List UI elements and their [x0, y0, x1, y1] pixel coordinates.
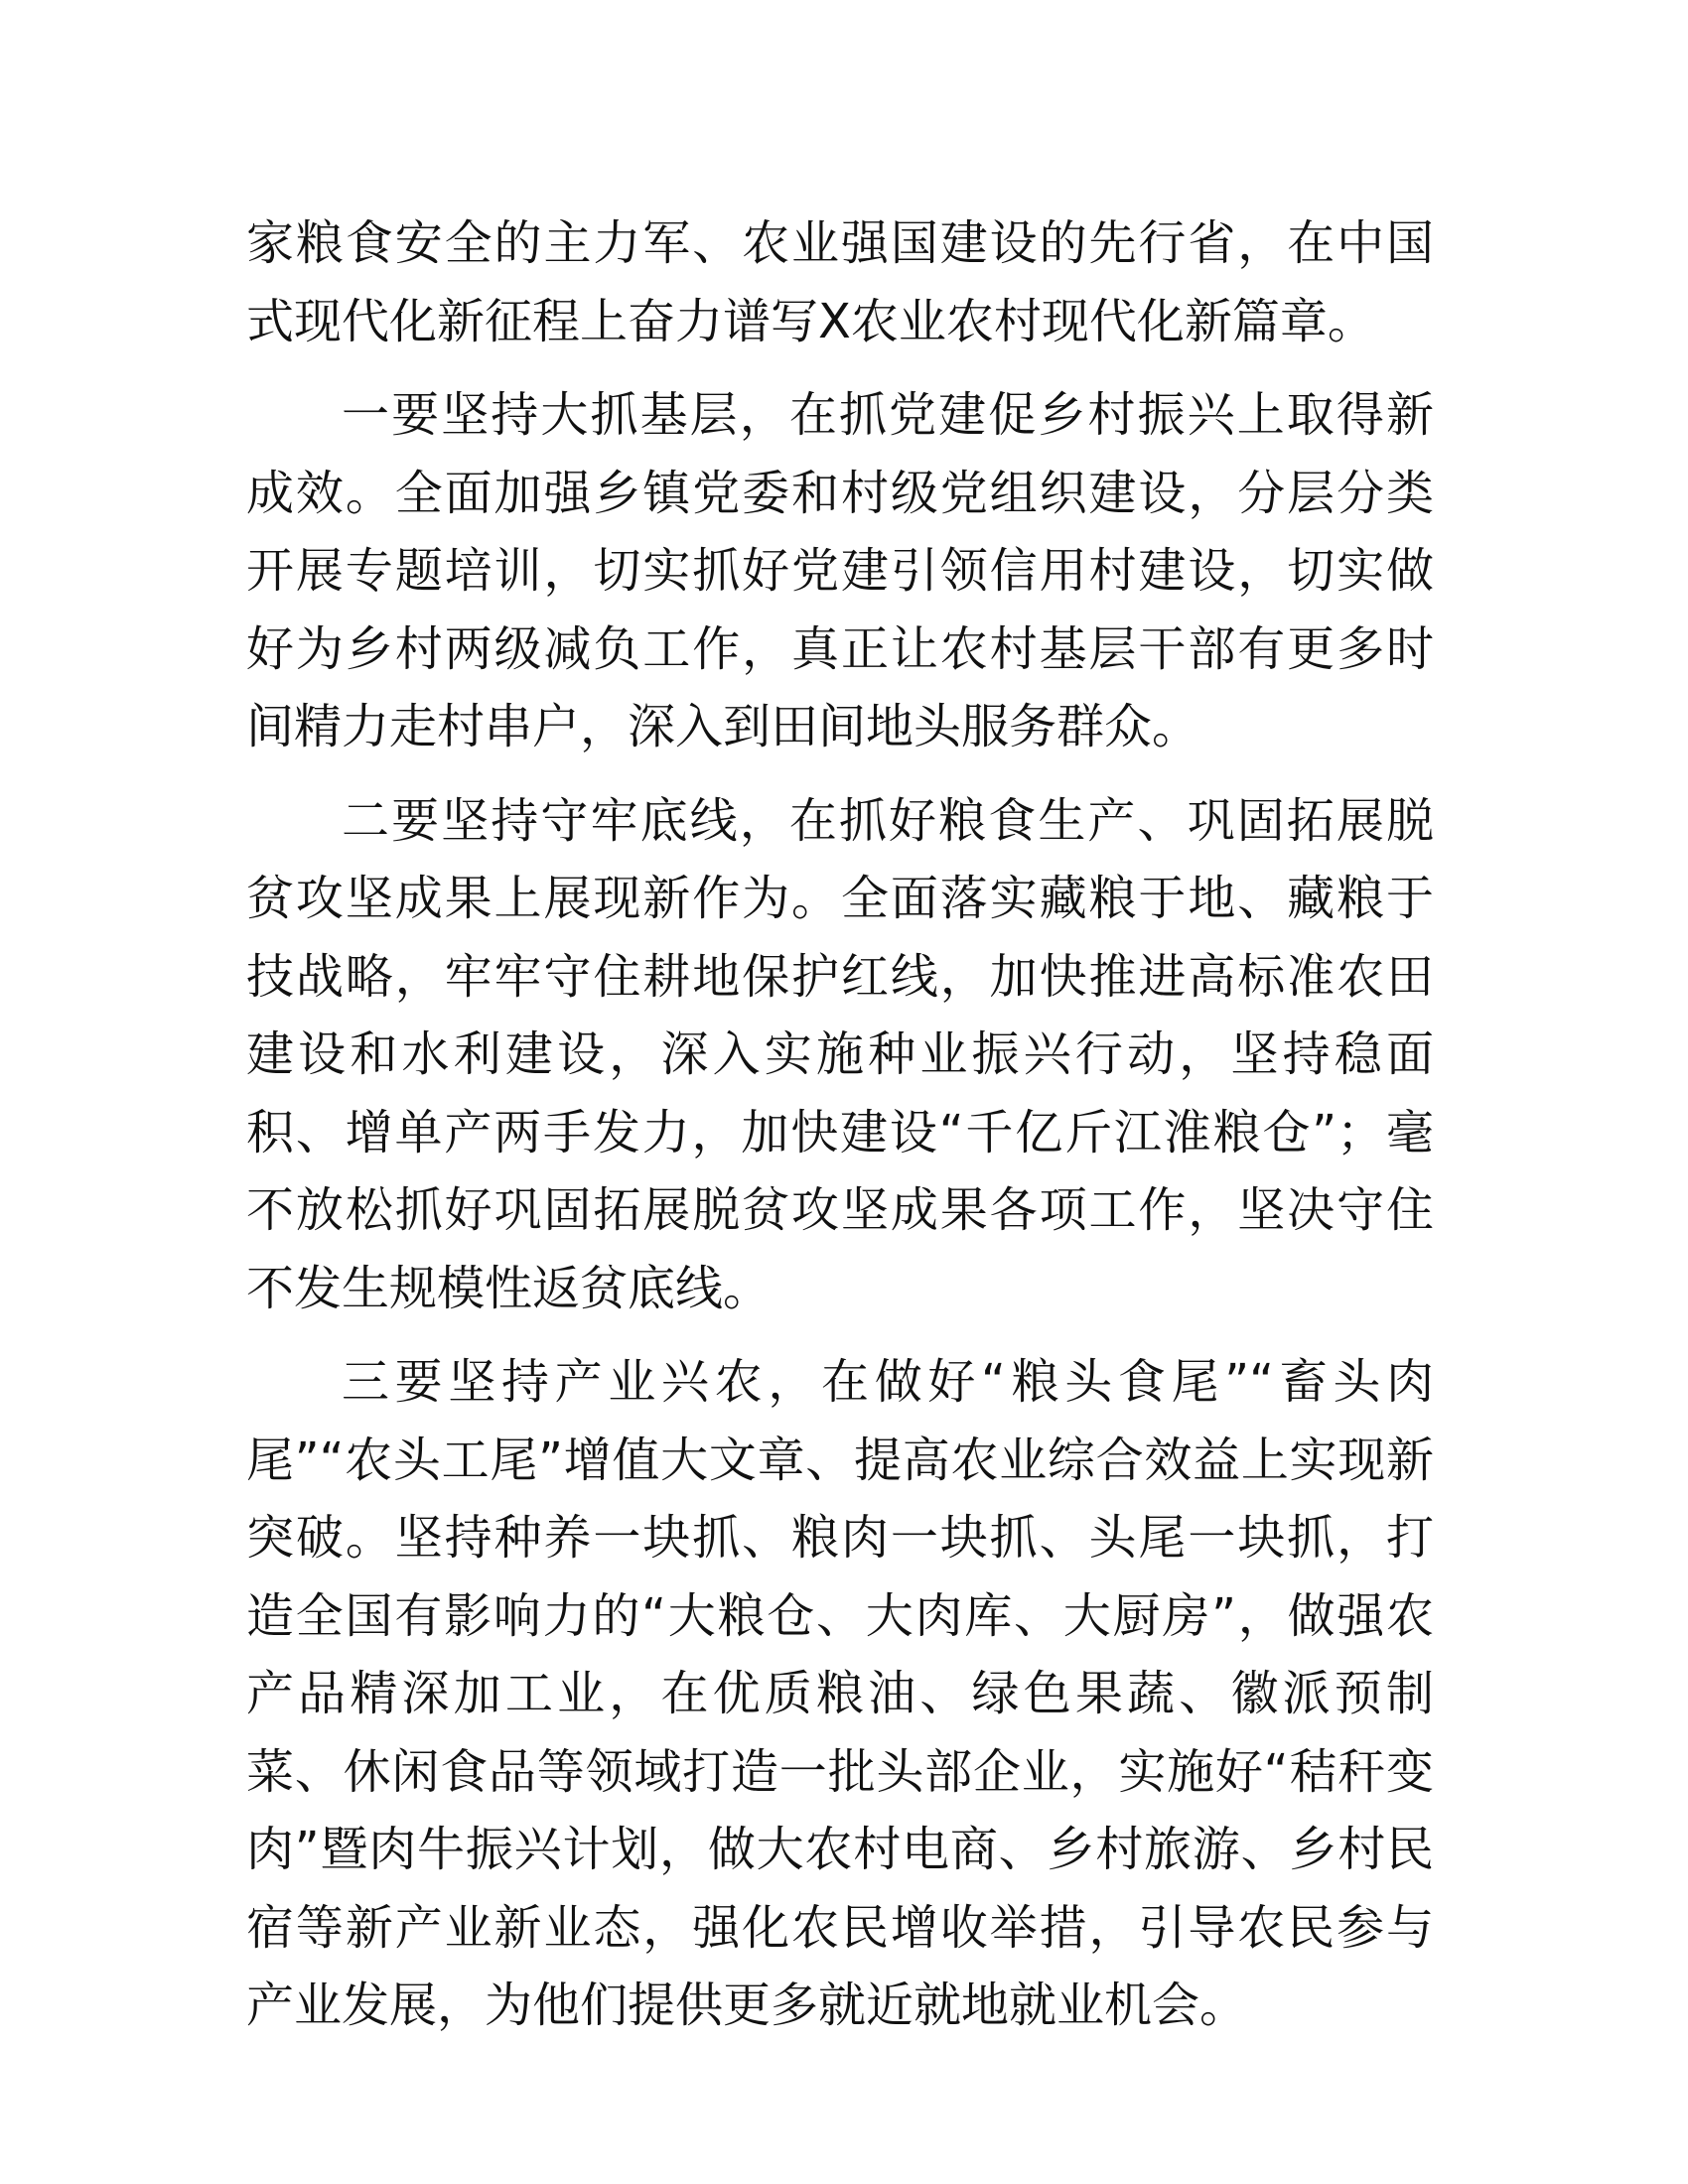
paragraph-grassroots: 一要坚持大抓基层，在抓党建促乡村振兴上取得新成效。全面加强乡镇党委和村级党组织建设，分层分类开展专题培训，切实抓好党建引领信用村建设，切实做好为乡村两级减负工作，真正让农村基层干部有更多时间精力走村串户，深入到田间地头服务群众。 — [246, 387, 1434, 754]
paragraph-bottom-line: 二要坚持守牢底线，在抓好粮食生产、巩固拓展脱贫攻坚成果上展现新作为。全面落实藏粮于地、藏粮于技战略，牢牢守住耕地保护红线，加快推进高标准农田建设和水利建设，深入实施种业振兴行动，坚持稳面积、增单产两手发力，加快建设“千亿斤江淮粮仓”；毫不放松抓好巩固拓展脱贫攻坚成果各项工作，坚决守住不发生规模性返贫底线。 — [246, 792, 1434, 1316]
paragraph-continuation: 家粮食安全的主力军、农业强国建设的先行省，在中国式现代化新征程上奋力谱写Ⅹ农业农村现代化新篇章。 — [246, 215, 1434, 349]
document-body — [246, 205, 1434, 2061]
paragraph-industry: 三要坚持产业兴农，在做好“粮头食尾”“畜头肉尾”“农头工尾”增值大文章、提高农业综合效益上实现新突破。坚持种养一块抓、粮肉一块抓、头尾一块抓，打造全国有影响力的“大粮仓、大肉库、大厨房”，做强农产品精深加工业，在优质粮油、绿色果蔬、徽派预制菜、休闲食品等领域打造一批头部企业，实施好“秸秆变肉”暨肉牛振兴计划，做大农村电商、乡村旅游、乡村民宿等新产业新业态，强化农民增收举措，引导农民参与产业发展，为他们提供更多就近就地就业机会。 — [246, 1354, 1434, 2033]
